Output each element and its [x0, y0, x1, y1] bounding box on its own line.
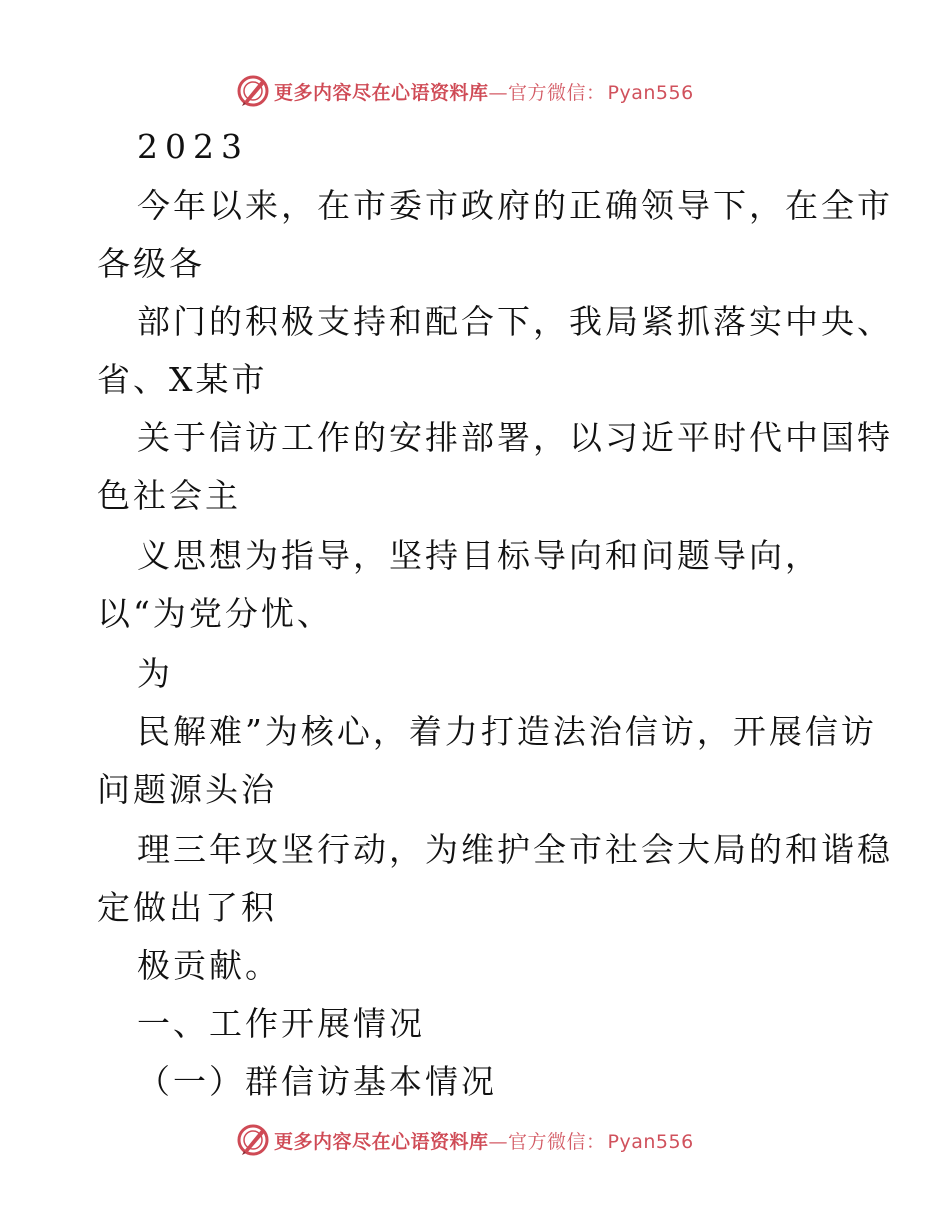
- text-line-year: 2023: [137, 127, 249, 166]
- text-line: 民解难”为核心，着力打造法治信访，开展信访: [137, 712, 877, 751]
- text-line: 理三年攻坚行动，为维护全市社会大局的和谐稳: [137, 830, 893, 869]
- text-line: 今年以来，在市委市政府的正确领导下，在全市: [137, 186, 893, 225]
- text-line: 为: [137, 654, 173, 693]
- text-line: 关于信访工作的安排部署，以习近平时代中国特: [137, 418, 893, 457]
- text-line: 以“为党分忧、: [97, 594, 333, 633]
- text-line: 义思想为指导，坚持目标导向和问题导向，: [137, 536, 821, 575]
- text-line: 各级各: [97, 244, 205, 283]
- text-line: 色社会主: [97, 476, 241, 515]
- watermark-text: [274, 78, 694, 105]
- watermark-text: [274, 1127, 694, 1154]
- watermark-normal: —官方微信：: [488, 81, 606, 104]
- watermark-bold: 更多内容尽在心语资料库: [274, 81, 489, 104]
- text-line: 定做出了积: [97, 888, 277, 927]
- text-line: 省、X某市: [97, 360, 268, 399]
- watermark-header: [236, 73, 694, 109]
- subsection-heading: （一）群信访基本情况: [137, 1062, 497, 1101]
- pen-logo-icon: [236, 74, 270, 108]
- text-line: 问题源头治: [97, 770, 277, 809]
- watermark-account: Pyan556: [607, 81, 694, 104]
- text-line: 部门的积极支持和配合下，我局紧抓落实中央、: [137, 302, 893, 341]
- watermark-footer: [236, 1122, 694, 1158]
- watermark-normal: —官方微信：: [488, 1130, 606, 1153]
- section-heading: 一、工作开展情况: [137, 1004, 425, 1043]
- pen-logo-icon: [236, 1123, 270, 1157]
- watermark-bold: 更多内容尽在心语资料库: [274, 1130, 489, 1153]
- text-line: 极贡献。: [137, 946, 281, 985]
- watermark-account: Pyan556: [607, 1130, 694, 1153]
